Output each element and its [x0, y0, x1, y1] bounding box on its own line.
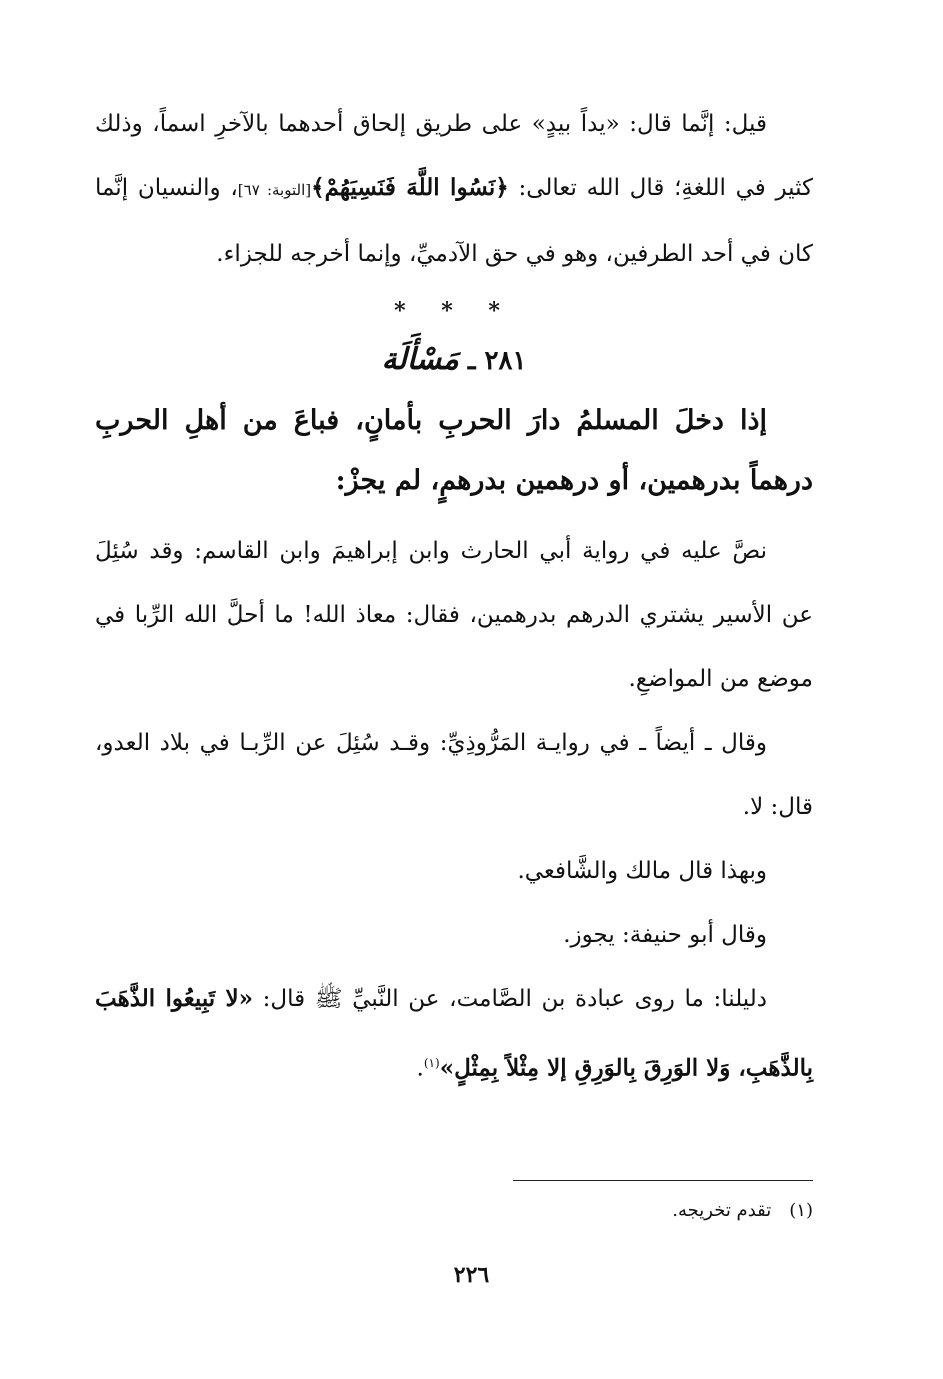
footnote [672, 1200, 813, 1221]
hadith-text: «لا تَبِيعُوا الذَّهَبَ بِالذَّهَبِ، وَلا الوَرِقَ بِالوَرِقِ إلا مِثْلاً بِمِثْلٍ» [95, 985, 813, 1082]
footnote-number: (١) [789, 1200, 813, 1221]
masala-number: ٢٨١ [484, 346, 527, 376]
masala-word: مَسْأَلَة [381, 342, 459, 377]
paragraph-6-text: دليلنا: ما روى عبادة بن الصَّامت، عن النَّبيِّ ﷺ قال: [253, 986, 767, 1012]
quran-reference: [التوبة: ٦٧] [237, 181, 312, 199]
paragraph-5: وقال أبو حنيفة: يجوز. [563, 922, 767, 948]
paragraph-2: نصَّ عليه في رواية أبي الحارث وابن إبراهيمَ وابن القاسم: وقد سُئِلَ عن الأسير يشتري الدرهم بدرهمين، فقال: معاذ الله! ما أحلَّ الله الرِّبا في موضع من المواضعِ. [95, 538, 813, 692]
quran-verse: ﴿نَسُوا اللَّهَ فَنَسِيَهُمْ﴾ [311, 174, 509, 201]
footnote-divider [513, 1180, 813, 1181]
section-separator: * * * [394, 298, 514, 324]
paragraph-6-end: . [416, 1055, 424, 1082]
paragraph-1-text: قيل: إنَّما قال: «يداً بيدٍ» على طريق إلحاق أحدهما بالآخرِ اسماً، وذلك كثير في اللغةِ؛ قال الله تعالى: [95, 111, 814, 201]
page-number: ٢٢٦ [453, 1262, 490, 1288]
paragraph-6 [95, 967, 813, 1101]
masala-heading [95, 342, 813, 377]
paragraph-1-text-end: ، والنسيان إنَّما كان في أحد الطرفين، وهو في حق الآدميِّ، وإنما أخرجه للجزاء. [95, 175, 813, 267]
masala-dash: ـ [467, 346, 476, 376]
issue-title: إذا دخلَ المسلمُ دارَ الحربِ بأمانٍ، فباعَ من أهلِ الحربِ درهماً بدرهمين، أو درهمين بدرهمٍ، لم يجزْ: [95, 405, 813, 496]
paragraph-4: وبهذا قال مالك والشَّافعي. [517, 858, 767, 884]
paragraph-3: وقال ـ أيضاً ـ في روايـة المَرُّوذِيِّ: وقـد سُئِلَ عن الرِّبـا في بلاد العدو، قال: لا. [95, 730, 813, 820]
page-body [95, 92, 813, 1379]
footnote-marker: (١) [423, 1056, 440, 1070]
footnote-text: تقدم تخريجه. [672, 1200, 772, 1221]
paragraph-1 [95, 92, 813, 286]
